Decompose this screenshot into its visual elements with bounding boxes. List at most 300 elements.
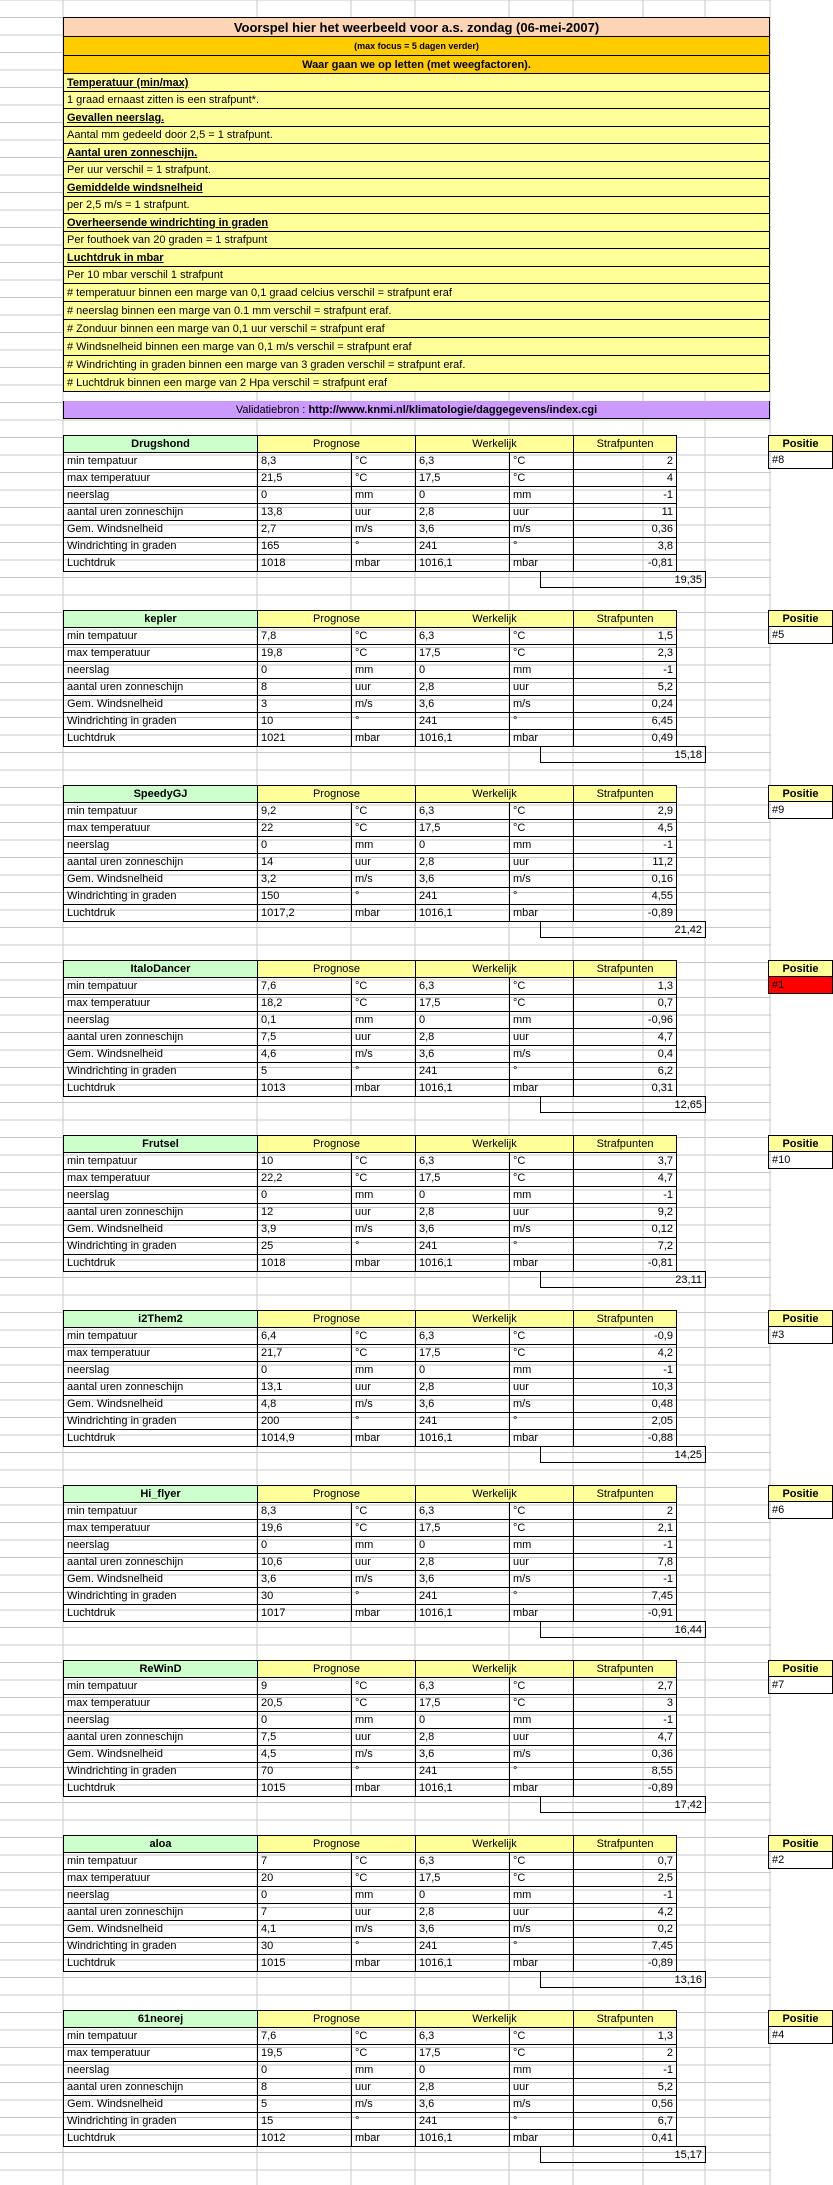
prognose-unit: °C	[352, 803, 416, 820]
rule-heading: Luchtdruk in mbar	[63, 249, 770, 267]
prognose-unit: °C	[352, 995, 416, 1012]
table-row	[64, 1430, 677, 1447]
werkelijk-value: 1016,1	[416, 1080, 510, 1097]
prognose-unit: uur	[352, 1904, 416, 1921]
werkelijk-value: 3,6	[416, 2096, 510, 2113]
score-table	[63, 1135, 677, 1272]
prognose-unit: mbar	[352, 1955, 416, 1972]
table-row	[64, 1870, 677, 1887]
row-label: min tempatuur	[64, 978, 258, 995]
participant-block	[63, 2010, 819, 2170]
prognose-value[interactable]: 4,8	[258, 1396, 352, 1413]
strafpunten-value: 5,2	[574, 2079, 677, 2096]
prognose-unit: uur	[352, 1729, 416, 1746]
werkelijk-value: 0	[416, 1887, 510, 1904]
bonus-rule: # Luchtdruk binnen een marge van 2 Hpa verschil = strafpunt eraf	[63, 374, 770, 392]
prognose-value[interactable]: 9	[258, 1678, 352, 1695]
prognose-value[interactable]: 10,6	[258, 1554, 352, 1571]
prognose-value[interactable]: 3	[258, 696, 352, 713]
werkelijk-unit: m/s	[510, 521, 574, 538]
total-score: 15,17	[540, 2146, 706, 2163]
werkelijk-unit: m/s	[510, 2096, 574, 2113]
page-title: Voorspel hier het weerbeeld voor a.s. zondag (06-mei-2007)	[63, 17, 770, 37]
strafpunten-value: 0,41	[574, 2130, 677, 2147]
rule-text: Per fouthoek van 20 graden = 1 strafpunt	[63, 232, 770, 249]
row-label: Luchtdruk	[64, 1780, 258, 1797]
positie-header: Positie	[768, 1835, 833, 1852]
prognose-value[interactable]: 0	[258, 2062, 352, 2079]
strafpunten-value: 0,12	[574, 1221, 677, 1238]
prognose-unit: °C	[352, 1345, 416, 1362]
werkelijk-value: 17,5	[416, 470, 510, 487]
table-row	[64, 837, 677, 854]
prognose-header: Prognose	[258, 1311, 416, 1328]
prognose-value[interactable]: 7,6	[258, 2028, 352, 2045]
werkelijk-unit: °C	[510, 2028, 574, 2045]
prognose-header: Prognose	[258, 1486, 416, 1503]
prognose-value[interactable]: 13,8	[258, 504, 352, 521]
row-label: aantal uren zonneschijn	[64, 1904, 258, 1921]
strafpunten-value: 0,16	[574, 871, 677, 888]
table-header-row	[64, 1136, 677, 1153]
prognose-value[interactable]: 70	[258, 1763, 352, 1780]
row-label: max temperatuur	[64, 995, 258, 1012]
prognose-value[interactable]: 3,6	[258, 1571, 352, 1588]
prognose-value[interactable]: 13,1	[258, 1379, 352, 1396]
strafpunten-value: 0,2	[574, 1921, 677, 1938]
werkelijk-value: 0	[416, 2062, 510, 2079]
prognose-value[interactable]: 0	[258, 487, 352, 504]
werkelijk-unit: °	[510, 1588, 574, 1605]
werkelijk-value: 3,6	[416, 871, 510, 888]
werkelijk-unit: °	[510, 713, 574, 730]
prognose-unit: °C	[352, 1853, 416, 1870]
row-label: aantal uren zonneschijn	[64, 679, 258, 696]
row-label: aantal uren zonneschijn	[64, 2079, 258, 2096]
prognose-unit: °C	[352, 1695, 416, 1712]
prognose-value[interactable]: 12	[258, 1204, 352, 1221]
prognose-value[interactable]: 0	[258, 837, 352, 854]
prognose-value[interactable]: 19,8	[258, 645, 352, 662]
prognose-unit: m/s	[352, 1921, 416, 1938]
rule-text: Per uur verschil = 1 strafpunt.	[63, 162, 770, 179]
strafpunten-value: 0,49	[574, 730, 677, 747]
prognose-value[interactable]: 5	[258, 1063, 352, 1080]
werkelijk-unit: uur	[510, 1029, 574, 1046]
table-header-row	[64, 436, 677, 453]
table-row	[64, 1012, 677, 1029]
prognose-value[interactable]: 20	[258, 1870, 352, 1887]
table-row	[64, 1046, 677, 1063]
strafpunten-value: 6,2	[574, 1063, 677, 1080]
strafpunten-value: -1	[574, 1362, 677, 1379]
prognose-value[interactable]: 21,7	[258, 1345, 352, 1362]
werkelijk-value: 3,6	[416, 1046, 510, 1063]
row-label: Luchtdruk	[64, 905, 258, 922]
row-label: neerslag	[64, 1537, 258, 1554]
prognose-unit: °C	[352, 1678, 416, 1695]
werkelijk-value: 0	[416, 1187, 510, 1204]
werkelijk-value: 2,8	[416, 679, 510, 696]
werkelijk-unit: °	[510, 1938, 574, 1955]
strafpunten-value: 4,7	[574, 1170, 677, 1187]
table-row	[64, 1853, 677, 1870]
table-row	[64, 820, 677, 837]
werkelijk-unit: °C	[510, 1695, 574, 1712]
prognose-unit: °C	[352, 1328, 416, 1345]
validation-label: Validatiebron :	[235, 404, 309, 416]
strafpunten-header: Strafpunten	[574, 2011, 677, 2028]
rule-heading: Temperatuur (min/max)	[63, 74, 770, 92]
prognose-value[interactable]: 1017	[258, 1605, 352, 1622]
row-label: neerslag	[64, 1012, 258, 1029]
prognose-unit: °C	[352, 628, 416, 645]
prognose-unit: mbar	[352, 1605, 416, 1622]
prognose-value[interactable]: 150	[258, 888, 352, 905]
row-label: neerslag	[64, 487, 258, 504]
werkelijk-unit: °C	[510, 978, 574, 995]
score-table	[63, 960, 677, 1097]
werkelijk-unit: °	[510, 1063, 574, 1080]
prognose-value[interactable]: 20,5	[258, 1695, 352, 1712]
prognose-unit: °C	[352, 1503, 416, 1520]
prognose-unit: uur	[352, 1554, 416, 1571]
prognose-value[interactable]: 200	[258, 1413, 352, 1430]
prognose-value[interactable]: 1018	[258, 1255, 352, 1272]
werkelijk-unit: °C	[510, 1678, 574, 1695]
prognose-value[interactable]: 7,5	[258, 1729, 352, 1746]
prognose-unit: m/s	[352, 2096, 416, 2113]
strafpunten-header: Strafpunten	[574, 1311, 677, 1328]
prognose-value[interactable]: 0	[258, 662, 352, 679]
werkelijk-value: 17,5	[416, 1870, 510, 1887]
werkelijk-value: 241	[416, 1938, 510, 1955]
werkelijk-unit: m/s	[510, 1571, 574, 1588]
prognose-value[interactable]: 8	[258, 2079, 352, 2096]
table-row	[64, 2079, 677, 2096]
row-label: Luchtdruk	[64, 555, 258, 572]
row-label: neerslag	[64, 1187, 258, 1204]
table-row	[64, 521, 677, 538]
prognose-value[interactable]: 1018	[258, 555, 352, 572]
strafpunten-value: 2	[574, 1503, 677, 1520]
strafpunten-value: -1	[574, 837, 677, 854]
row-label: aantal uren zonneschijn	[64, 504, 258, 521]
prognose-value[interactable]: 3,9	[258, 1221, 352, 1238]
prognose-value[interactable]: 0	[258, 1712, 352, 1729]
participant-block	[63, 435, 819, 595]
table-row	[64, 2130, 677, 2147]
table-row	[64, 1345, 677, 1362]
row-label: Luchtdruk	[64, 730, 258, 747]
prognose-value[interactable]: 30	[258, 1938, 352, 1955]
werkelijk-unit: m/s	[510, 871, 574, 888]
prognose-value[interactable]: 4,6	[258, 1046, 352, 1063]
prognose-unit: °	[352, 888, 416, 905]
row-label: Windrichting in graden	[64, 1413, 258, 1430]
werkelijk-value: 17,5	[416, 2045, 510, 2062]
werkelijk-value: 6,3	[416, 1503, 510, 1520]
prognose-value[interactable]: 4,1	[258, 1921, 352, 1938]
werkelijk-value: 241	[416, 2113, 510, 2130]
prognose-value[interactable]: 25	[258, 1238, 352, 1255]
werkelijk-unit: °C	[510, 470, 574, 487]
positie-value: #5	[768, 627, 833, 644]
prognose-unit: mbar	[352, 1080, 416, 1097]
strafpunten-value: 5,2	[574, 679, 677, 696]
prognose-unit: mbar	[352, 1255, 416, 1272]
rule-text: per 2,5 m/s = 1 strafpunt.	[63, 197, 770, 214]
prognose-unit: °	[352, 1413, 416, 1430]
werkelijk-value: 2,8	[416, 1729, 510, 1746]
strafpunten-value: 0,31	[574, 1080, 677, 1097]
werkelijk-unit: °C	[510, 1503, 574, 1520]
prognose-value[interactable]: 4,5	[258, 1746, 352, 1763]
bonus-rule: # neerslag binnen een marge van 0.1 mm verschil = strafpunt eraf.	[63, 302, 770, 320]
prognose-value[interactable]: 7,6	[258, 978, 352, 995]
row-label: Luchtdruk	[64, 2130, 258, 2147]
werkelijk-value: 17,5	[416, 1695, 510, 1712]
prognose-value[interactable]: 8,3	[258, 453, 352, 470]
prognose-value[interactable]: 7	[258, 1853, 352, 1870]
row-label: min tempatuur	[64, 1153, 258, 1170]
row-label: Gem. Windsnelheid	[64, 2096, 258, 2113]
prognose-value[interactable]: 0	[258, 1887, 352, 1904]
table-row	[64, 1503, 677, 1520]
werkelijk-value: 2,8	[416, 854, 510, 871]
prognose-unit: °C	[352, 820, 416, 837]
bonus-rule: # Windsnelheid binnen een marge van 0,1 m/s verschil = strafpunt eraf	[63, 338, 770, 356]
prognose-value[interactable]: 18,2	[258, 995, 352, 1012]
table-row	[64, 905, 677, 922]
prognose-value[interactable]: 1013	[258, 1080, 352, 1097]
prognose-unit: mbar	[352, 2130, 416, 2147]
prognose-value[interactable]: 9,2	[258, 803, 352, 820]
prognose-value[interactable]: 1021	[258, 730, 352, 747]
prognose-unit: °C	[352, 470, 416, 487]
werkelijk-value: 6,3	[416, 453, 510, 470]
strafpunten-value: 8,55	[574, 1763, 677, 1780]
table-row	[64, 2113, 677, 2130]
score-table	[63, 1660, 677, 1797]
strafpunten-value: -0,89	[574, 905, 677, 922]
prognose-value[interactable]: 1014,9	[258, 1430, 352, 1447]
row-label: max temperatuur	[64, 1870, 258, 1887]
werkelijk-value: 1016,1	[416, 1780, 510, 1797]
strafpunten-value: 2,9	[574, 803, 677, 820]
rule-heading: Overheersende windrichting in graden	[63, 214, 770, 232]
participant-name: Frutsel	[64, 1136, 258, 1153]
werkelijk-value: 6,3	[416, 2028, 510, 2045]
prognose-value[interactable]: 7,5	[258, 1029, 352, 1046]
prognose-unit: °C	[352, 453, 416, 470]
prognose-value[interactable]: 0	[258, 1537, 352, 1554]
positie-value: #2	[768, 1852, 833, 1869]
werkelijk-value: 2,8	[416, 1379, 510, 1396]
prognose-value[interactable]: 15	[258, 2113, 352, 2130]
prognose-value[interactable]: 165	[258, 538, 352, 555]
prognose-value[interactable]: 2,7	[258, 521, 352, 538]
row-label: max temperatuur	[64, 1170, 258, 1187]
prognose-unit: m/s	[352, 1571, 416, 1588]
prognose-value[interactable]: 5	[258, 2096, 352, 2113]
prognose-unit: uur	[352, 1204, 416, 1221]
prognose-value[interactable]: 0	[258, 1362, 352, 1379]
validation-link[interactable]: http://www.knmi.nl/klimatologie/daggegevens/index.cgi	[308, 404, 598, 416]
score-table	[63, 1310, 677, 1447]
positie-value: #1	[768, 977, 833, 994]
prognose-unit: °C	[352, 2045, 416, 2062]
prognose-value[interactable]: 7	[258, 1904, 352, 1921]
row-label: min tempatuur	[64, 1503, 258, 1520]
werkelijk-value: 0	[416, 1362, 510, 1379]
prognose-value[interactable]: 7,8	[258, 628, 352, 645]
werkelijk-value: 0	[416, 1537, 510, 1554]
table-header-row	[64, 1661, 677, 1678]
werkelijk-header: Werkelijk	[416, 1136, 574, 1153]
strafpunten-value: 0,7	[574, 995, 677, 1012]
strafpunten-value: -1	[574, 487, 677, 504]
positie-header: Positie	[768, 2010, 833, 2027]
table-row	[64, 1746, 677, 1763]
werkelijk-unit: mbar	[510, 1955, 574, 1972]
werkelijk-value: 3,6	[416, 1221, 510, 1238]
prognose-value[interactable]: 0	[258, 1187, 352, 1204]
werkelijk-value: 6,3	[416, 628, 510, 645]
strafpunten-header: Strafpunten	[574, 961, 677, 978]
werkelijk-value: 6,3	[416, 1678, 510, 1695]
strafpunten-value: 0,24	[574, 696, 677, 713]
strafpunten-value: 4,7	[574, 1029, 677, 1046]
positie-value: #7	[768, 1677, 833, 1694]
positie-value: #10	[768, 1152, 833, 1169]
prognose-unit: °C	[352, 1153, 416, 1170]
werkelijk-unit: mm	[510, 837, 574, 854]
table-header-row	[64, 611, 677, 628]
prognose-value[interactable]: 10	[258, 1153, 352, 1170]
prognose-value[interactable]: 10	[258, 713, 352, 730]
rule-heading: Aantal uren zonneschijn.	[63, 144, 770, 162]
prognose-value[interactable]: 3,2	[258, 871, 352, 888]
prognose-value[interactable]: 19,5	[258, 2045, 352, 2062]
prognose-value[interactable]: 1015	[258, 1780, 352, 1797]
werkelijk-unit: °C	[510, 628, 574, 645]
prognose-header: Prognose	[258, 1836, 416, 1853]
werkelijk-unit: mm	[510, 662, 574, 679]
rule-text: Aantal mm gedeeld door 2,5 = 1 strafpunt.	[63, 127, 770, 144]
prognose-unit: °	[352, 1938, 416, 1955]
werkelijk-unit: °C	[510, 803, 574, 820]
prognose-unit: uur	[352, 1379, 416, 1396]
werkelijk-value: 0	[416, 1012, 510, 1029]
werkelijk-unit: °	[510, 1238, 574, 1255]
table-row	[64, 1921, 677, 1938]
prognose-header: Prognose	[258, 436, 416, 453]
prognose-unit: mm	[352, 2062, 416, 2079]
prognose-unit: m/s	[352, 1221, 416, 1238]
total-score: 23,11	[540, 1271, 706, 1288]
table-row	[64, 453, 677, 470]
table-header-row	[64, 1311, 677, 1328]
bonus-rule: # Zonduur binnen een marge van 0,1 uur verschil = strafpunt eraf	[63, 320, 770, 338]
werkelijk-unit: mm	[510, 1187, 574, 1204]
prognose-unit: mm	[352, 1012, 416, 1029]
table-row	[64, 1063, 677, 1080]
participant-block	[63, 1660, 819, 1820]
prognose-unit: °C	[352, 2028, 416, 2045]
prognose-unit: °	[352, 1763, 416, 1780]
total-score: 15,18	[540, 746, 706, 763]
table-row	[64, 854, 677, 871]
table-row	[64, 679, 677, 696]
strafpunten-value: -0,9	[574, 1328, 677, 1345]
werkelijk-header: Werkelijk	[416, 1661, 574, 1678]
row-label: Windrichting in graden	[64, 888, 258, 905]
row-label: neerslag	[64, 1362, 258, 1379]
positie-header: Positie	[768, 435, 833, 452]
prognose-value[interactable]: 6,4	[258, 1328, 352, 1345]
row-label: Gem. Windsnelheid	[64, 521, 258, 538]
strafpunten-value: 2,5	[574, 1870, 677, 1887]
score-table	[63, 610, 677, 747]
table-row	[64, 730, 677, 747]
werkelijk-value: 0	[416, 662, 510, 679]
werkelijk-unit: °	[510, 1413, 574, 1430]
table-row	[64, 1379, 677, 1396]
score-table	[63, 1485, 677, 1622]
strafpunten-value: 0,4	[574, 1046, 677, 1063]
table-row	[64, 1255, 677, 1272]
table-row	[64, 713, 677, 730]
werkelijk-value: 241	[416, 538, 510, 555]
prognose-value[interactable]: 22,2	[258, 1170, 352, 1187]
prognose-value[interactable]: 21,5	[258, 470, 352, 487]
werkelijk-unit: uur	[510, 1554, 574, 1571]
prognose-value[interactable]: 19,6	[258, 1520, 352, 1537]
prognose-value[interactable]: 1015	[258, 1955, 352, 1972]
prognose-value[interactable]: 8,3	[258, 1503, 352, 1520]
rule-heading: Gemiddelde windsnelheid	[63, 179, 770, 197]
strafpunten-value: 7,8	[574, 1554, 677, 1571]
strafpunten-value: 0,48	[574, 1396, 677, 1413]
row-label: aantal uren zonneschijn	[64, 1029, 258, 1046]
attention-line: Waar gaan we op letten (met weegfactoren).	[63, 56, 770, 74]
prognose-unit: mbar	[352, 1780, 416, 1797]
row-label: Gem. Windsnelheid	[64, 1396, 258, 1413]
prognose-value[interactable]: 1012	[258, 2130, 352, 2147]
werkelijk-value: 241	[416, 1413, 510, 1430]
strafpunten-value: -0,89	[574, 1955, 677, 1972]
table-row	[64, 1887, 677, 1904]
prognose-value[interactable]: 30	[258, 1588, 352, 1605]
row-label: Gem. Windsnelheid	[64, 696, 258, 713]
werkelijk-unit: °	[510, 538, 574, 555]
total-score: 13,16	[540, 1971, 706, 1988]
prognose-value[interactable]: 8	[258, 679, 352, 696]
strafpunten-value: 0,36	[574, 1746, 677, 1763]
prognose-unit: mbar	[352, 905, 416, 922]
prognose-value[interactable]: 22	[258, 820, 352, 837]
row-label: neerslag	[64, 662, 258, 679]
werkelijk-value: 2,8	[416, 1204, 510, 1221]
prognose-value[interactable]: 1017,2	[258, 905, 352, 922]
row-label: min tempatuur	[64, 453, 258, 470]
prognose-value[interactable]: 14	[258, 854, 352, 871]
participant-block	[63, 785, 819, 945]
prognose-value[interactable]: 0,1	[258, 1012, 352, 1029]
werkelijk-unit: mbar	[510, 1080, 574, 1097]
table-row	[64, 1396, 677, 1413]
